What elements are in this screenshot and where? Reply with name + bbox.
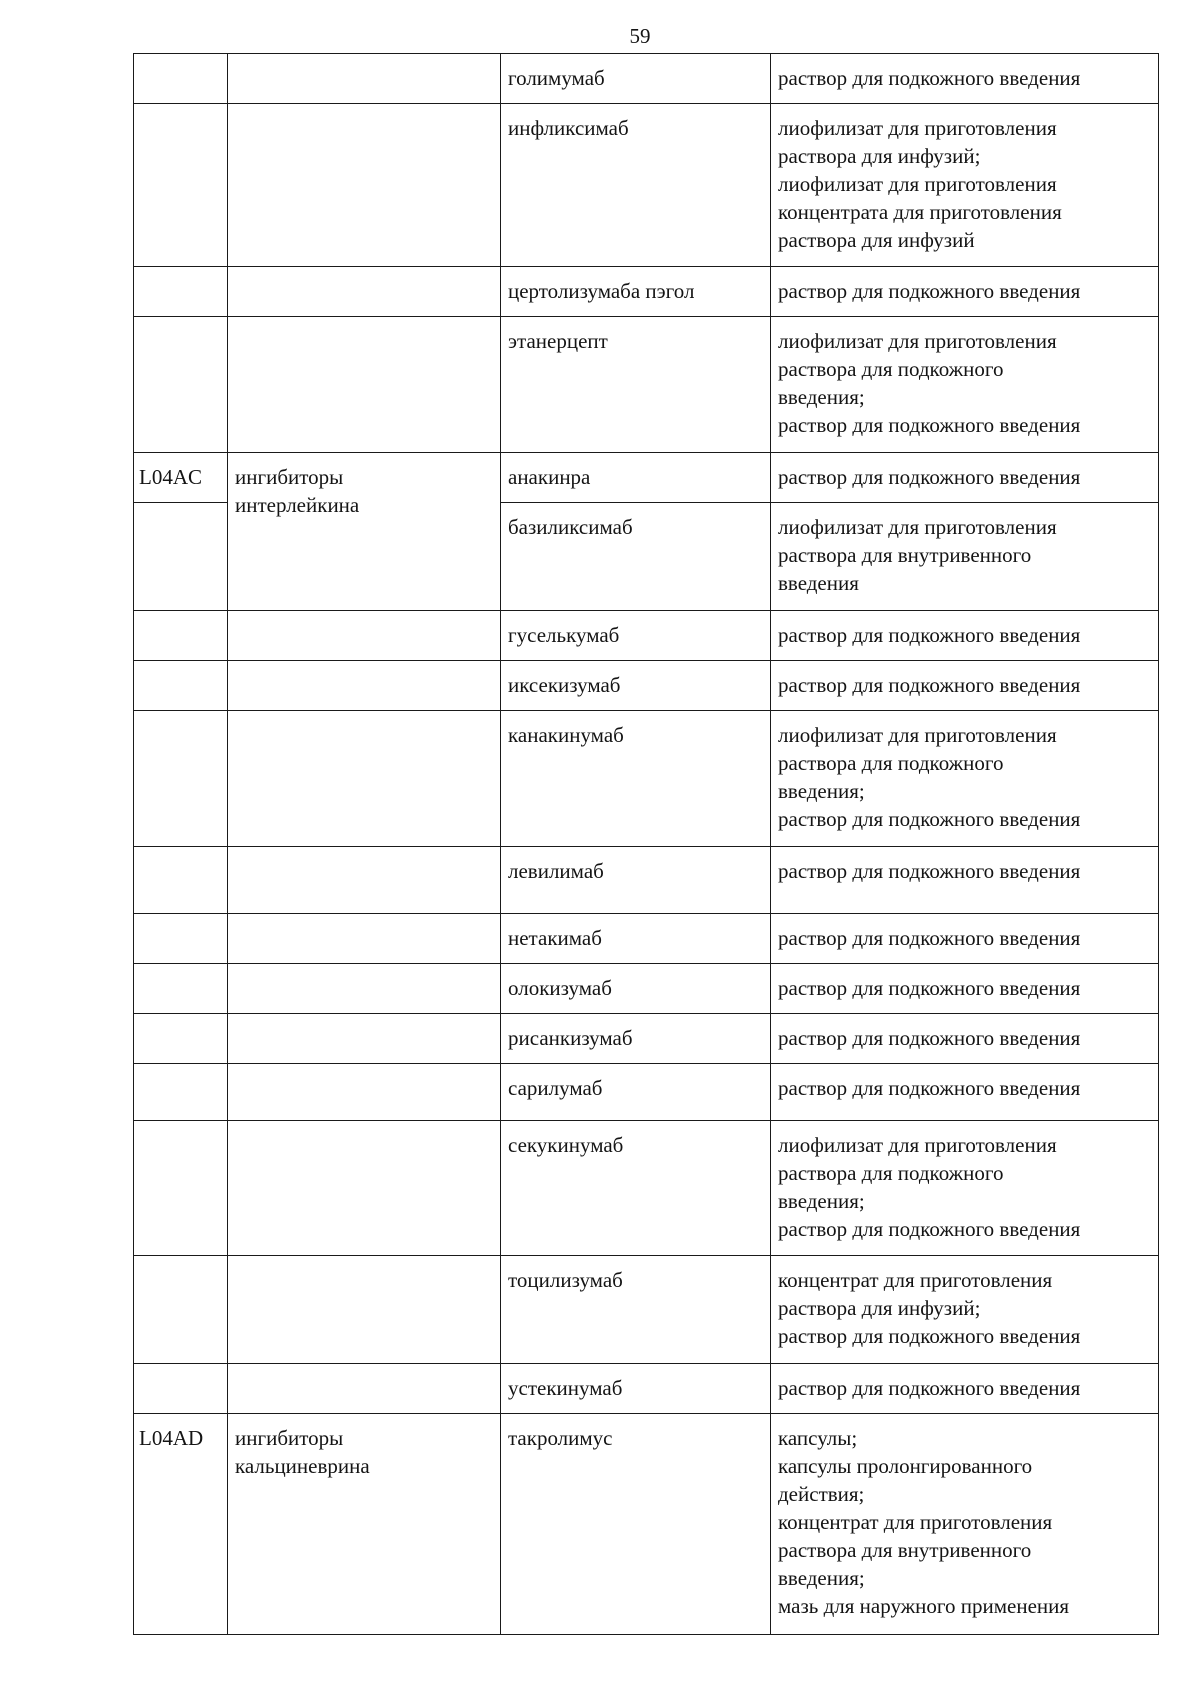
drug-name-cell: цертолизумаба пэгол <box>501 267 771 317</box>
atc-code-cell <box>134 847 228 914</box>
table-row <box>134 661 1159 711</box>
group-name-cell <box>228 1064 501 1121</box>
dosage-form-cell: раствор для подкожного введения <box>771 1064 1159 1121</box>
drug-name-cell: нетакимаб <box>501 914 771 964</box>
atc-code-cell <box>134 1064 228 1121</box>
atc-code-cell <box>134 711 228 847</box>
atc-code-cell <box>134 1364 228 1414</box>
atc-code-cell <box>134 267 228 317</box>
dosage-form-cell: лиофилизат для приготовления раствора для подкожного введения; раствор для подкожного введения <box>771 1121 1159 1256</box>
group-name-cell <box>228 1121 501 1256</box>
drug-name-cell: олокизумаб <box>501 964 771 1014</box>
dosage-form-cell: лиофилизат для приготовления раствора для инфузий; лиофилизат для приготовления концентрата для приготовления раствора для инфузий <box>771 104 1159 267</box>
group-name-cell <box>228 1014 501 1064</box>
group-name-cell <box>228 914 501 964</box>
dosage-form-cell: раствор для подкожного введения <box>771 914 1159 964</box>
table-row <box>134 914 1159 964</box>
drug-name-cell: такролимус <box>501 1414 771 1635</box>
group-name-cell <box>228 711 501 847</box>
dosage-form-cell: раствор для подкожного введения <box>771 54 1159 104</box>
drug-name-cell: иксекизумаб <box>501 661 771 711</box>
group-name-cell <box>228 1256 501 1364</box>
atc-code-cell <box>134 661 228 711</box>
atc-code-cell <box>134 914 228 964</box>
dosage-form-cell: раствор для подкожного введения <box>771 964 1159 1014</box>
atc-code-cell <box>134 964 228 1014</box>
atc-code-cell <box>134 104 228 267</box>
atc-code-cell <box>134 1121 228 1256</box>
drug-name-cell: тоцилизумаб <box>501 1256 771 1364</box>
drug-name-cell: сарилумаб <box>501 1064 771 1121</box>
table-row <box>134 847 1159 914</box>
atc-code-cell <box>134 611 228 661</box>
table-row <box>134 711 1159 847</box>
dosage-form-cell: раствор для подкожного введения <box>771 611 1159 661</box>
table-row <box>134 1014 1159 1064</box>
table-row <box>134 1064 1159 1121</box>
page-number: 59 <box>629 24 651 48</box>
table-row <box>134 1256 1159 1364</box>
table-row <box>134 267 1159 317</box>
atc-code-cell <box>134 317 228 453</box>
dosage-form-cell: капсулы; капсулы пролонгированного действия; концентрат для приготовления раствора для внутривенного введения; мазь для наружного применения <box>771 1414 1159 1635</box>
table-row <box>134 1414 1159 1635</box>
drug-name-cell: гуселькумаб <box>501 611 771 661</box>
atc-code-cell <box>134 1014 228 1064</box>
atc-code-cell: L04AC <box>134 453 228 503</box>
drug-name-cell: базиликсимаб <box>501 503 771 611</box>
group-name-cell <box>228 661 501 711</box>
group-name-cell <box>228 847 501 914</box>
drug-name-cell: анакинра <box>501 453 771 503</box>
atc-code-cell: L04AD <box>134 1414 228 1635</box>
group-name-cell: ингибиторы интерлейкина <box>228 453 501 611</box>
table-row <box>134 1121 1159 1256</box>
dosage-form-cell: лиофилизат для приготовления раствора для внутривенного введения <box>771 503 1159 611</box>
drug-name-cell: левилимаб <box>501 847 771 914</box>
table-row <box>134 611 1159 661</box>
atc-code-cell <box>134 503 228 611</box>
atc-code-cell <box>134 54 228 104</box>
table-row <box>134 964 1159 1014</box>
table-row <box>134 1364 1159 1414</box>
drug-name-cell: голимумаб <box>501 54 771 104</box>
drug-name-cell: инфликсимаб <box>501 104 771 267</box>
group-name-cell <box>228 267 501 317</box>
dosage-form-cell: лиофилизат для приготовления раствора для подкожного введения; раствор для подкожного введения <box>771 711 1159 847</box>
dosage-form-cell: раствор для подкожного введения <box>771 267 1159 317</box>
group-name-cell <box>228 611 501 661</box>
table-row <box>134 54 1159 104</box>
drug-name-cell: этанерцепт <box>501 317 771 453</box>
drug-name-cell: устекинумаб <box>501 1364 771 1414</box>
group-name-cell <box>228 104 501 267</box>
group-name-cell <box>228 1364 501 1414</box>
group-name-cell <box>228 317 501 453</box>
dosage-form-cell: раствор для подкожного введения <box>771 453 1159 503</box>
dosage-form-cell: лиофилизат для приготовления раствора для подкожного введения; раствор для подкожного введения <box>771 317 1159 453</box>
atc-code-cell <box>134 1256 228 1364</box>
table-row <box>134 317 1159 453</box>
drug-name-cell: рисанкизумаб <box>501 1014 771 1064</box>
group-name-cell: ингибиторы кальциневрина <box>228 1414 501 1635</box>
dosage-form-cell: концентрат для приготовления раствора для инфузий; раствор для подкожного введения <box>771 1256 1159 1364</box>
dosage-form-cell: раствор для подкожного введения <box>771 1014 1159 1064</box>
drug-table <box>133 53 1159 1635</box>
group-name-cell <box>228 54 501 104</box>
dosage-form-cell: раствор для подкожного введения <box>771 847 1159 914</box>
table-row <box>134 104 1159 267</box>
group-name-cell <box>228 964 501 1014</box>
drug-name-cell: секукинумаб <box>501 1121 771 1256</box>
drug-name-cell: канакинумаб <box>501 711 771 847</box>
dosage-form-cell: раствор для подкожного введения <box>771 661 1159 711</box>
table-row <box>134 453 1159 503</box>
dosage-form-cell: раствор для подкожного введения <box>771 1364 1159 1414</box>
